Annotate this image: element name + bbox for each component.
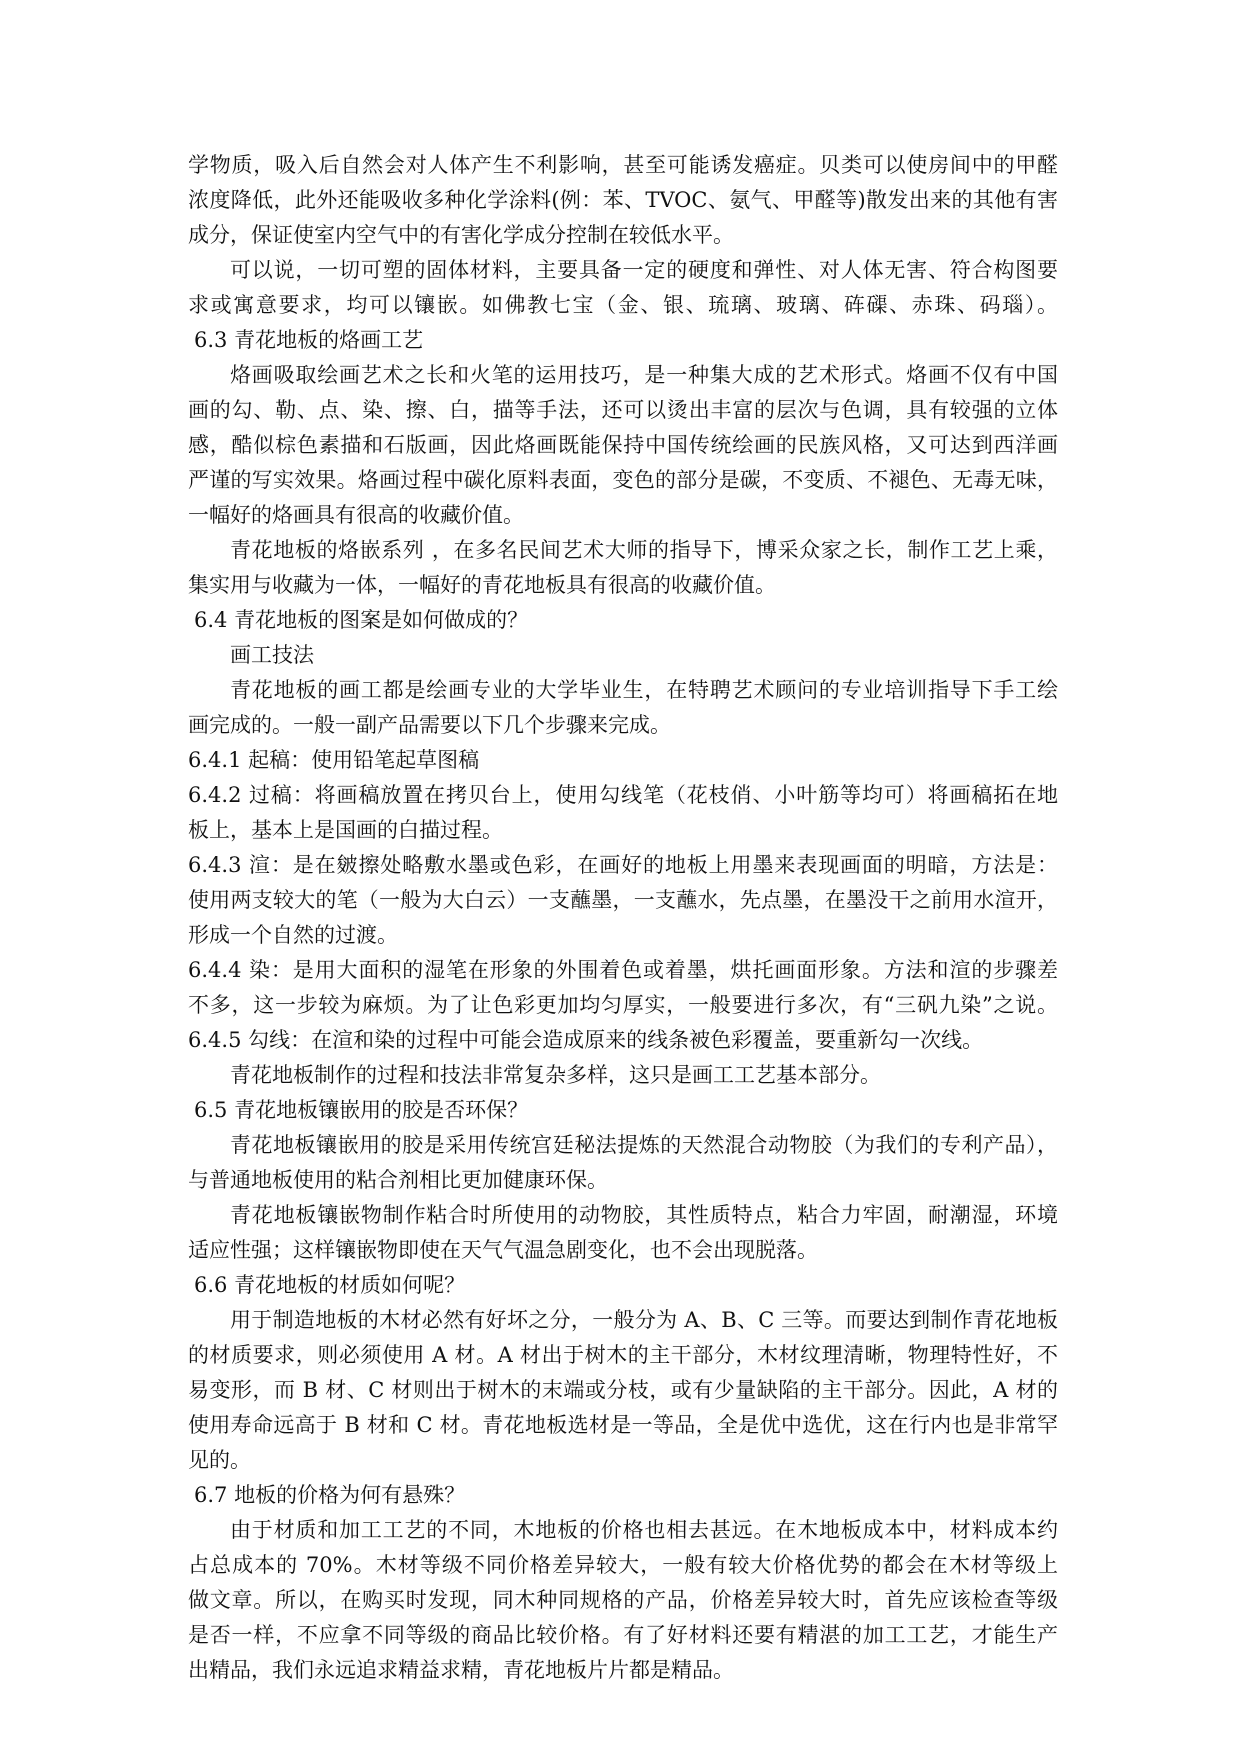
body-line: 青花地板镶嵌物制作粘合时所使用的动物胶，其性质特点，粘合力牢固，耐潮湿，环境 [230, 1203, 1058, 1227]
body-line: 板上，基本上是国画的白描过程。 [188, 818, 503, 842]
body-line: 出精品，我们永远追求精益求精，青花地板片片都是精品。 [188, 1658, 734, 1682]
body-line: 画的勾、勒、点、染、擦、白，描等手法，还可以烫出丰富的层次与色调，具有较强的立体 [188, 398, 1058, 422]
body-line: 易变形，而 B 材、C 材则出于树木的末端或分枝，或有少量缺陷的主干部分。因此，A 材的 [188, 1378, 1058, 1402]
body-line: 浓度降低，此外还能吸收多种化学涂料(例：苯、TVOC、氨气、甲醛等)散发出来的其他有害 [188, 188, 1058, 212]
section-heading-6-3: 6.3 青花地板的烙画工艺 [194, 328, 424, 352]
step-6-4-1: 6.4.1 起稿：使用铅笔起草图稿 [188, 748, 480, 772]
body-line: 学物质，吸入后自然会对人体产生不利影响，甚至可能诱发癌症。贝类可以使房间中的甲醛 [188, 153, 1058, 177]
body-line: 烙画吸取绘画艺术之长和火笔的运用技巧，是一种集大成的艺术形式。烙画不仅有中国 [230, 363, 1058, 387]
body-line: 求或寓意要求，均可以镶嵌。如佛教七宝（金、银、琉璃、玻璃、砗磲、赤珠、码瑙）。 [188, 293, 1058, 317]
body-line: 占总成本的 70%。木材等级不同价格差异较大，一般有较大价格优势的都会在木材等级上 [188, 1553, 1058, 1577]
body-line: 成分，保证使室内空气中的有害化学成分控制在较低水平。 [188, 223, 734, 247]
body-line: 严谨的写实效果。烙画过程中碳化原料表面，变色的部分是碳，不变质、不褪色、无毒无味， [188, 468, 1058, 492]
body-line: 用于制造地板的木材必然有好坏之分，一般分为 A、B、C 三等。而要达到制作青花地板 [230, 1308, 1058, 1332]
body-line: 与普通地板使用的粘合剂相比更加健康环保。 [188, 1168, 608, 1192]
body-line: 青花地板制作的过程和技法非常复杂多样，这只是画工工艺基本部分。 [230, 1063, 881, 1087]
section-heading-6-6: 6.6 青花地板的材质如何呢？ [194, 1273, 466, 1297]
body-line: 青花地板的烙嵌系列 ，在多名民间艺术大师的指导下，博采众家之长，制作工艺上乘， [230, 538, 1058, 562]
body-line: 使用两支较大的笔（一般为大白云）一支蘸墨，一支蘸水，先点墨，在墨没干之前用水渲开， [188, 888, 1058, 912]
body-line: 不多，这一步较为麻烦。为了让色彩更加均匀厚实，一般要进行多次，有“三矾九染”之说。 [188, 993, 1058, 1017]
body-line: 青花地板镶嵌用的胶是采用传统宫廷秘法提炼的天然混合动物胶（为我们的专利产品）， [230, 1133, 1058, 1157]
body-line: 一幅好的烙画具有很高的收藏价值。 [188, 503, 524, 527]
body-line: 是否一样，不应拿不同等级的商品比较价格。有了好材料还要有精湛的加工工艺，才能生产 [188, 1623, 1058, 1647]
body-line: 可以说，一切可塑的固体材料，主要具备一定的硬度和弹性、对人体无害、符合构图要 [230, 258, 1058, 282]
body-line: 感，酷似棕色素描和石版画，因此烙画既能保持中国传统绘画的民族风格，又可达到西洋画 [188, 433, 1058, 457]
body-line: 由于材质和加工工艺的不同，木地板的价格也相去甚远。在木地板成本中，材料成本约 [230, 1518, 1058, 1542]
body-line: 形成一个自然的过渡。 [188, 923, 398, 947]
body-line: 适应性强；这样镶嵌物即使在天气气温急剧变化，也不会出现脱落。 [188, 1238, 818, 1262]
section-heading-6-5: 6.5 青花地板镶嵌用的胶是否环保？ [194, 1098, 529, 1122]
body-line: 集实用与收藏为一体，一幅好的青花地板具有很高的收藏价值。 [188, 573, 776, 597]
step-6-4-4: 6.4.4 染：是用大面积的湿笔在形象的外围着色或着墨，烘托画面形象。方法和渲的步骤差 [188, 958, 1058, 982]
step-6-4-2: 6.4.2 过稿：将画稿放置在拷贝台上，使用勾线笔（花枝俏、小叶筋等均可）将画稿拓在地 [188, 783, 1058, 807]
body-line: 画完成的。一般一副产品需要以下几个步骤来完成。 [188, 713, 671, 737]
section-heading-6-7: 6.7 地板的价格为何有悬殊？ [194, 1483, 466, 1507]
subheading-painting-technique: 画工技法 [230, 643, 314, 667]
step-6-4-3: 6.4.3 渲：是在皴擦处略敷水墨或色彩，在画好的地板上用墨来表现画面的明暗，方法是： [188, 853, 1058, 877]
body-line: 青花地板的画工都是绘画专业的大学毕业生，在特聘艺术顾问的专业培训指导下手工绘 [230, 678, 1058, 702]
body-line: 见的。 [188, 1448, 251, 1472]
step-6-4-5: 6.4.5 勾线：在渲和染的过程中可能会造成原来的线条被色彩覆盖，要重新勾一次线。 [188, 1028, 984, 1052]
section-heading-6-4: 6.4 青花地板的图案是如何做成的？ [194, 608, 529, 632]
body-line: 做文章。所以，在购买时发现，同木种同规格的产品，价格差异较大时，首先应该检查等级 [188, 1588, 1058, 1612]
document-body [188, 148, 1058, 1688]
body-line: 使用寿命远高于 B 材和 C 材。青花地板选材是一等品，全是优中选优，这在行内也是非常罕 [188, 1413, 1058, 1437]
body-line: 的材质要求，则必须使用 A 材。A 材出于树木的主干部分，木材纹理清晰，物理特性好，不 [188, 1343, 1058, 1367]
